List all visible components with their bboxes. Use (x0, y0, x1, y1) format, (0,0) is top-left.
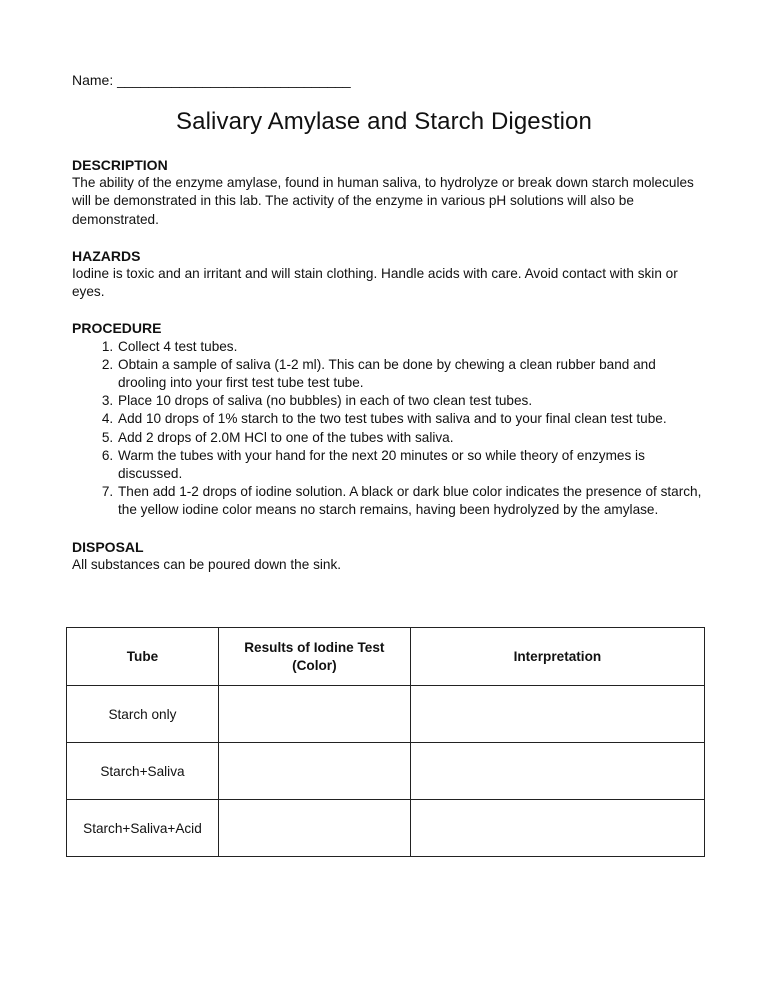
procedure-step: 4. Add 10 drops of 1% starch to the two test tubes with saliva and to your final clean test tube. (117, 410, 702, 428)
procedure-step: 6. Warm the tubes with your hand for the next 20 minutes or so while theory of enzymes is discussed. (117, 447, 702, 483)
hazards-text: Iodine is toxic and an irritant and will stain clothing. Handle acids with care. Avoid contact with skin or eyes. (72, 266, 678, 300)
table-header-row (67, 628, 705, 686)
hazards-heading: HAZARDS (72, 247, 141, 264)
disposal-text: All substances can be poured down the sink. (72, 556, 342, 572)
tube-cell: Starch+Saliva+Acid (67, 800, 219, 857)
iodine-result-cell[interactable] (218, 800, 410, 857)
procedure-step: 3. Place 10 drops of saliva (no bubbles) in each of two clean test tubes. (117, 392, 702, 410)
procedure-steps-list (72, 338, 702, 520)
interpretation-cell[interactable] (410, 686, 704, 743)
iodine-result-cell[interactable] (218, 743, 410, 800)
table-row (67, 800, 705, 857)
description-text: The ability of the enzyme amylase, found in human saliva, to hydrolyze or break down starch molecules will be demonstrated in this lab. The activity of the enzyme in various pH solutions will also be demonstrated. (72, 175, 694, 227)
document-body (72, 156, 702, 592)
tube-cell: Starch+Saliva (67, 743, 219, 800)
interpretation-cell[interactable] (410, 800, 704, 857)
iodine-result-cell[interactable] (218, 686, 410, 743)
table-row (67, 686, 705, 743)
page-title: Salivary Amylase and Starch Digestion (176, 108, 592, 135)
table-row (67, 743, 705, 800)
procedure-step: 7. Then add 1-2 drops of iodine solution. A black or dark blue color indicates the presence of starch, the yellow iodine color means no starch remains, having been hydrolyzed by the amylase. (117, 483, 702, 519)
disposal-section (72, 538, 702, 574)
hazards-section (72, 247, 702, 302)
procedure-heading: PROCEDURE (72, 320, 162, 337)
column-header-iodine-result (218, 628, 410, 686)
procedure-step: 5. Add 2 drops of 2.0M HCl to one of the tubes with saliva. (117, 429, 702, 447)
column-header-tube: Tube (67, 628, 219, 686)
interpretation-cell[interactable] (410, 743, 704, 800)
description-heading: DESCRIPTION (72, 157, 168, 173)
column-header-iodine-result-label: Results of Iodine Test (Color) (244, 639, 385, 673)
procedure-step: 1. Collect 4 test tubes. (117, 338, 702, 356)
name-field-label: Name: ______________________________ (72, 72, 351, 88)
procedure-step: 2. Obtain a sample of saliva (1-2 ml). This can be done by chewing a clean rubber band and drooling into your first test tube test tube. (117, 356, 702, 392)
disposal-heading: DISPOSAL (72, 538, 144, 555)
procedure-section (72, 319, 702, 519)
description-section (72, 156, 702, 229)
column-header-interpretation: Interpretation (410, 628, 704, 686)
results-table (66, 627, 705, 857)
tube-cell: Starch only (67, 686, 219, 743)
